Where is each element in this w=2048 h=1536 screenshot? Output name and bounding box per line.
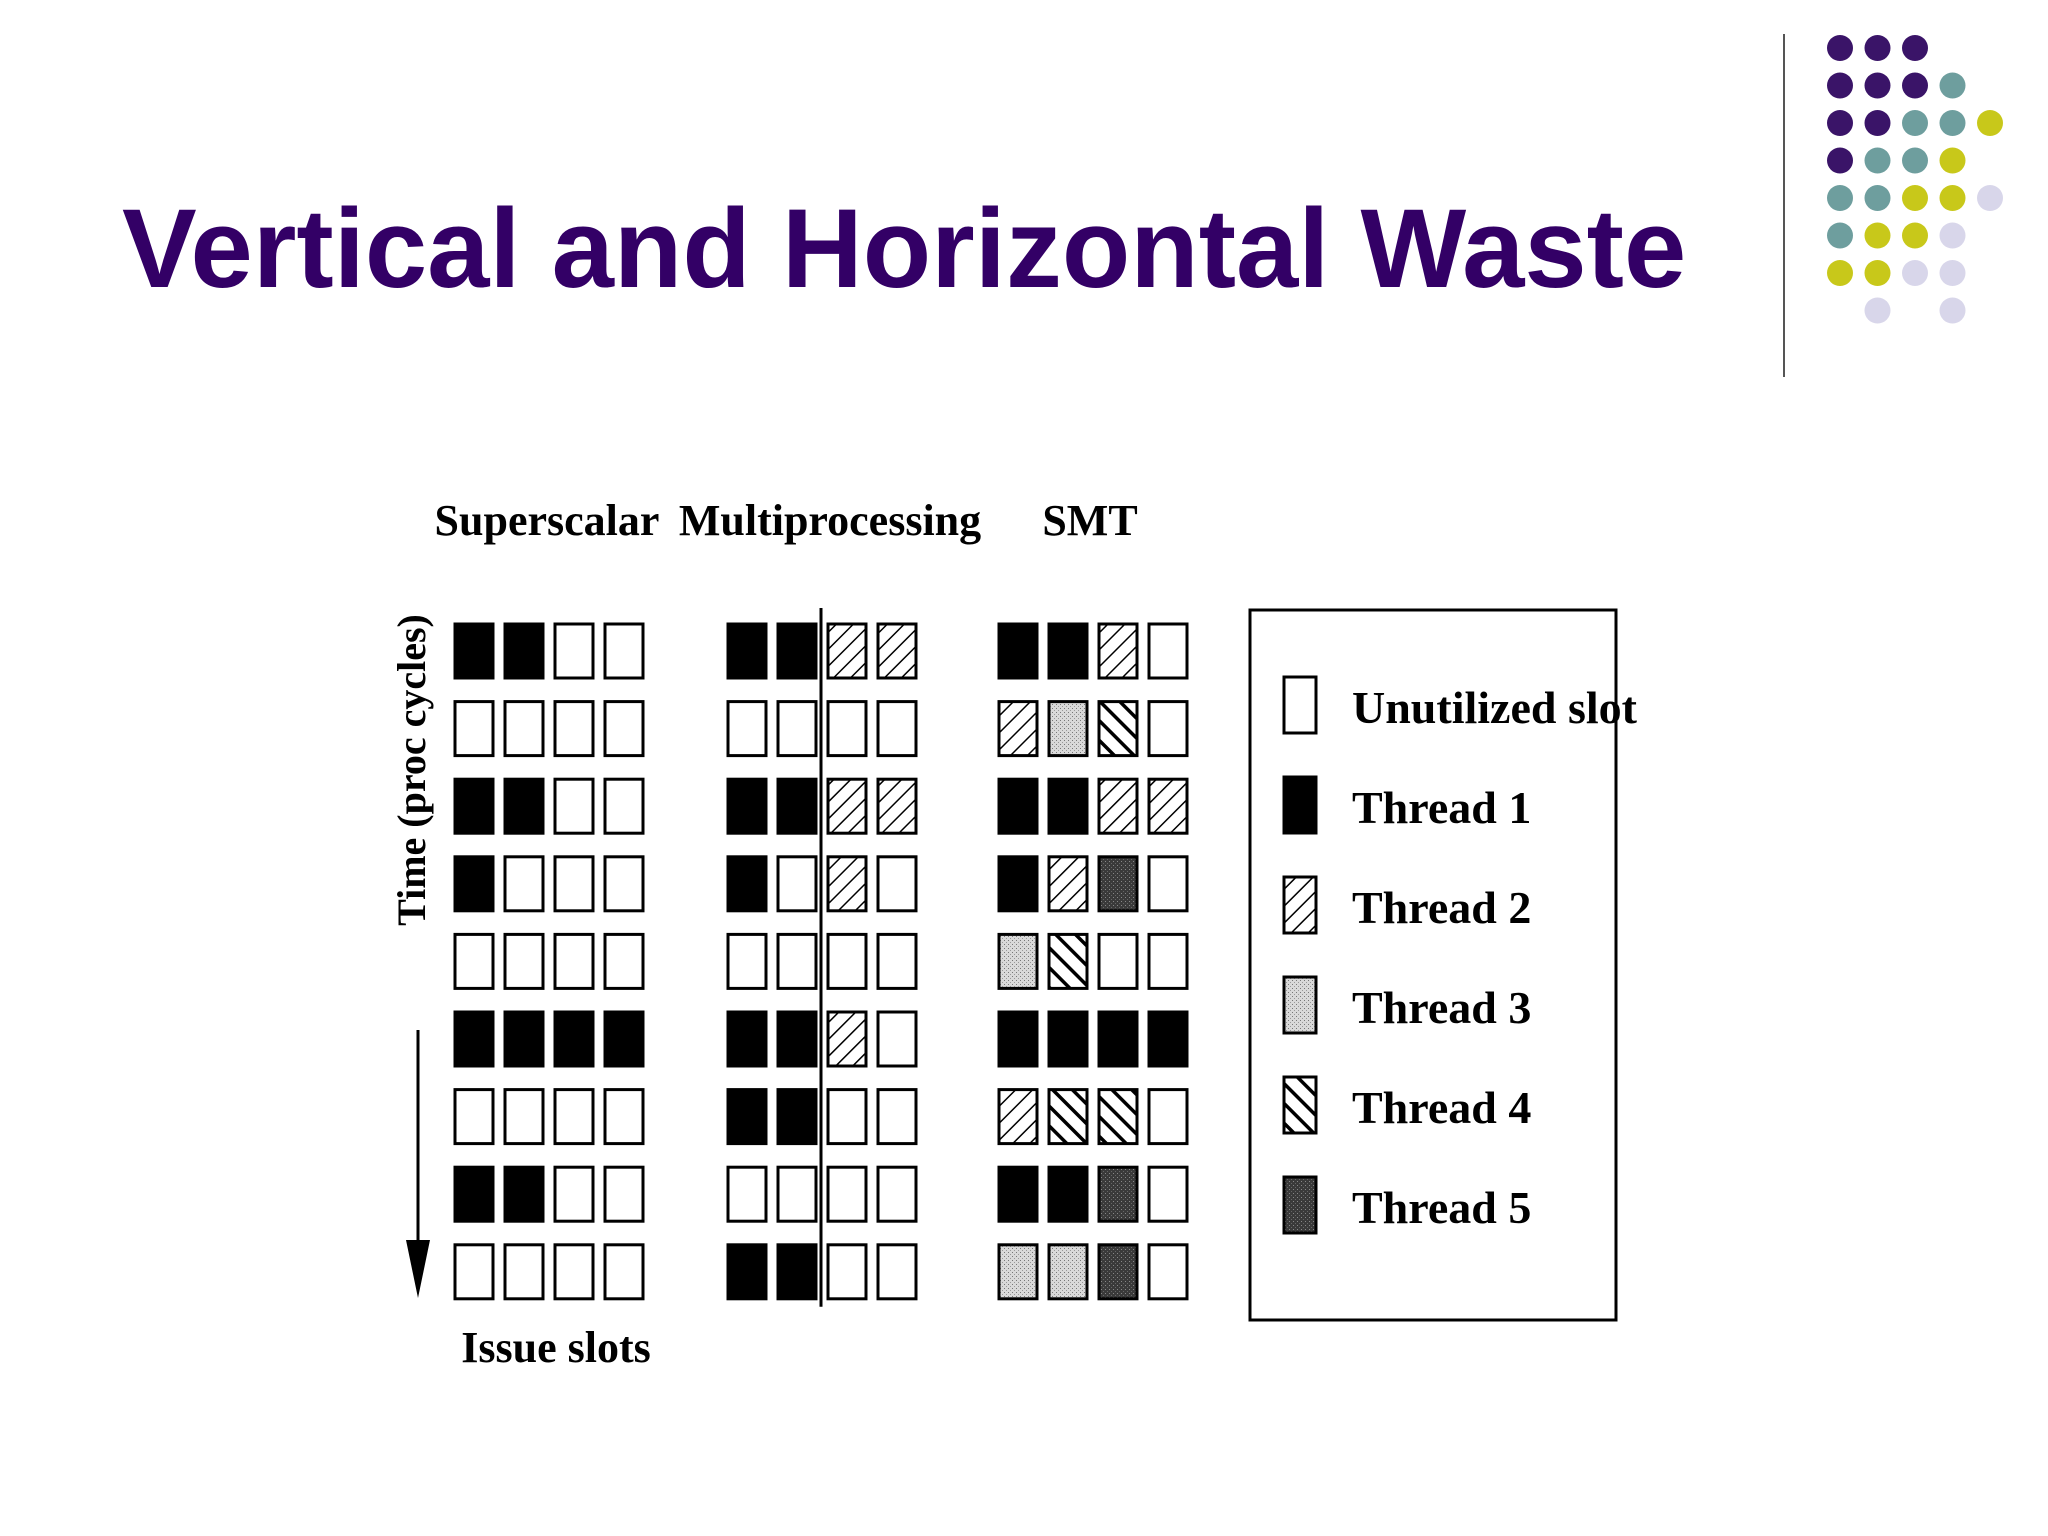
issue-slot <box>455 1090 493 1144</box>
issue-slot <box>1149 779 1187 833</box>
legend-label: Thread 5 <box>1352 1182 1532 1233</box>
issue-slot <box>878 1167 916 1221</box>
issue-slot <box>605 1245 643 1299</box>
issue-slot <box>828 1012 866 1066</box>
issue-slot <box>1149 1167 1187 1221</box>
issue-slot <box>505 1090 543 1144</box>
issue-slot <box>1049 779 1087 833</box>
issue-slot <box>1149 857 1187 911</box>
issue-slot <box>1099 1090 1137 1144</box>
issue-slot <box>555 1012 593 1066</box>
issue-slot <box>1099 857 1137 911</box>
issue-slot <box>728 702 766 756</box>
legend <box>1250 610 1638 1320</box>
issue-slot <box>1149 934 1187 988</box>
legend-label: Thread 4 <box>1352 1082 1532 1133</box>
issue-slot <box>505 702 543 756</box>
issue-slot <box>555 1090 593 1144</box>
issue-slot <box>728 1245 766 1299</box>
issue-slot <box>828 934 866 988</box>
issue-slot <box>999 702 1037 756</box>
issue-slot <box>728 624 766 678</box>
legend-swatch <box>1284 877 1316 933</box>
issue-slot <box>1049 702 1087 756</box>
issue-slot <box>1099 1012 1137 1066</box>
issue-slot <box>455 934 493 988</box>
issue-slot <box>878 702 916 756</box>
issue-slot <box>455 857 493 911</box>
panel-multiprocessing <box>679 496 981 1307</box>
issue-slot <box>555 934 593 988</box>
legend-label: Thread 1 <box>1352 782 1532 833</box>
issue-slot <box>1099 702 1137 756</box>
issue-slot <box>455 702 493 756</box>
issue-slot <box>505 1245 543 1299</box>
legend-swatch <box>1284 677 1316 733</box>
issue-slot <box>555 624 593 678</box>
issue-slot <box>455 624 493 678</box>
issue-slot <box>778 1245 816 1299</box>
issue-slot <box>555 702 593 756</box>
issue-slots-label: Issue slots <box>461 1323 651 1372</box>
issue-slot <box>1049 857 1087 911</box>
issue-slot <box>999 624 1037 678</box>
issue-slot <box>728 779 766 833</box>
issue-slot <box>505 779 543 833</box>
issue-slot <box>828 702 866 756</box>
issue-slot <box>1099 1167 1137 1221</box>
issue-slot <box>455 779 493 833</box>
issue-slot <box>505 857 543 911</box>
issue-slot <box>505 934 543 988</box>
issue-slot <box>999 779 1037 833</box>
issue-slot <box>778 1012 816 1066</box>
issue-slot <box>455 1012 493 1066</box>
issue-slot <box>605 624 643 678</box>
issue-slot <box>999 1012 1037 1066</box>
legend-swatch <box>1284 1177 1316 1233</box>
issue-slot <box>999 1245 1037 1299</box>
issue-slot <box>1149 1012 1187 1066</box>
issue-slot <box>605 1167 643 1221</box>
issue-slot <box>828 779 866 833</box>
issue-slot <box>728 1012 766 1066</box>
issue-slot <box>728 1090 766 1144</box>
issue-slot <box>1049 1245 1087 1299</box>
panel-superscalar <box>435 496 660 1299</box>
issue-slot <box>778 702 816 756</box>
issue-slot <box>455 1167 493 1221</box>
issue-slot <box>1099 934 1137 988</box>
issue-slot <box>728 1167 766 1221</box>
issue-slot <box>1049 1167 1087 1221</box>
issue-slot <box>505 1012 543 1066</box>
legend-label: Thread 3 <box>1352 982 1532 1033</box>
issue-slot <box>878 624 916 678</box>
panel-smt <box>999 496 1187 1299</box>
issue-slot <box>828 1090 866 1144</box>
legend-label: Unutilized slot <box>1352 682 1637 733</box>
issue-slot <box>555 1245 593 1299</box>
issue-slot <box>1049 624 1087 678</box>
issue-slot <box>1049 934 1087 988</box>
time-axis-label: Time (proc cycles) <box>389 614 434 926</box>
issue-slot <box>605 1012 643 1066</box>
issue-slot <box>1149 1090 1187 1144</box>
slide-title: Vertical and Horizontal Waste <box>122 186 1687 311</box>
issue-slot <box>1149 1245 1187 1299</box>
issue-slot <box>1099 779 1137 833</box>
issue-slot <box>505 624 543 678</box>
issue-slot <box>605 934 643 988</box>
issue-slot <box>605 702 643 756</box>
issue-slot <box>878 1012 916 1066</box>
issue-slot <box>828 857 866 911</box>
issue-slot <box>778 1167 816 1221</box>
issue-slot <box>1049 1012 1087 1066</box>
panel-title: Superscalar <box>434 496 660 545</box>
issue-slot <box>1149 624 1187 678</box>
issue-slot <box>778 1090 816 1144</box>
issue-slot <box>728 857 766 911</box>
issue-slot <box>555 1167 593 1221</box>
issue-slot <box>455 1245 493 1299</box>
issue-slot <box>555 857 593 911</box>
issue-slot <box>1099 624 1137 678</box>
issue-slot <box>778 934 816 988</box>
issue-slot <box>778 857 816 911</box>
issue-slot <box>1049 1090 1087 1144</box>
issue-slot <box>878 779 916 833</box>
legend-swatch <box>1284 977 1316 1033</box>
issue-slot <box>999 934 1037 988</box>
issue-slot <box>828 1245 866 1299</box>
issue-slot <box>828 624 866 678</box>
issue-slot <box>605 779 643 833</box>
legend-swatch <box>1284 777 1316 833</box>
issue-slot <box>878 1245 916 1299</box>
legend-label: Thread 2 <box>1352 882 1532 933</box>
issue-slot <box>878 934 916 988</box>
time-arrow-head <box>406 1240 430 1298</box>
issue-slot <box>878 1090 916 1144</box>
issue-slot <box>1149 702 1187 756</box>
issue-slot <box>1099 1245 1137 1299</box>
panel-title: SMT <box>1042 496 1138 545</box>
issue-slot <box>605 857 643 911</box>
legend-swatch <box>1284 1077 1316 1133</box>
issue-slot <box>999 857 1037 911</box>
issue-slot <box>605 1090 643 1144</box>
issue-slot <box>778 779 816 833</box>
issue-slot <box>878 857 916 911</box>
issue-slot <box>778 624 816 678</box>
panel-title: Multiprocessing <box>678 496 982 545</box>
issue-slot <box>828 1167 866 1221</box>
issue-slot <box>505 1167 543 1221</box>
issue-slot <box>728 934 766 988</box>
issue-slot <box>999 1167 1037 1221</box>
issue-slot <box>555 779 593 833</box>
issue-slot <box>999 1090 1037 1144</box>
